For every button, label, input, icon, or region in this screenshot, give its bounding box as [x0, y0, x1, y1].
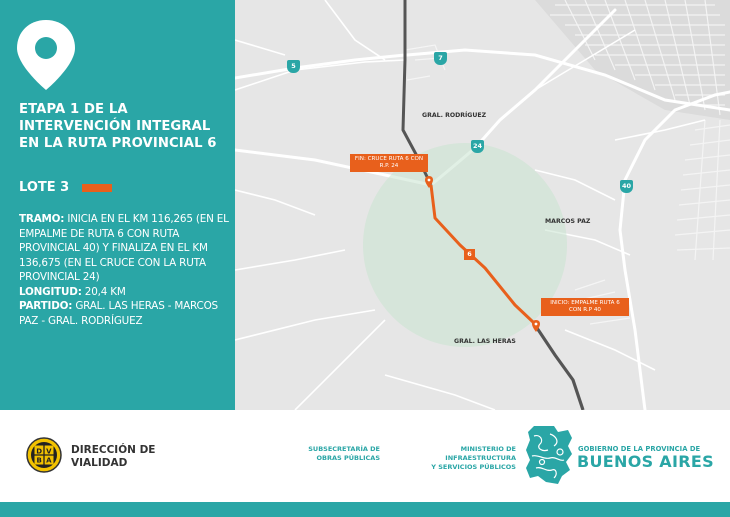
- map-canvas: [235, 0, 730, 410]
- route-24-shield: 24: [471, 140, 484, 153]
- project-area-highlight: [363, 143, 567, 347]
- dv-name: [71, 444, 155, 470]
- dv-line-2: VIALIDAD: [71, 457, 128, 469]
- route-details: [19, 212, 234, 328]
- route-7-shield: 7: [434, 52, 447, 65]
- longitud-label: LONGITUD:: [19, 285, 82, 298]
- buenos-aires-label: BUENOS AIRES: [577, 452, 714, 471]
- dvba-letter-v: V: [46, 447, 52, 456]
- lote-label: LOTE 3: [19, 180, 70, 195]
- subsecretaria-name: [300, 445, 380, 463]
- tramo-label: TRAMO:: [19, 213, 65, 225]
- lote-color-swatch: [82, 184, 112, 192]
- dvba-logo-icon: [26, 437, 62, 473]
- tramo-text: INICIA EN EL KM 116,265 (EN EL EMPALME DE RUTA 6 CON RUTA PROVINCIAL 40) Y FINALIZA EN EL KM 136,675 (EN EL CRUCE CON LA RUTA PROVINCIAL 24): [19, 213, 229, 283]
- info-panel: [0, 0, 235, 410]
- ruta-6-south: [533, 322, 583, 410]
- place-marcos-paz: MARCOS PAZ: [545, 218, 591, 225]
- dvba-letter-d: D: [36, 447, 43, 456]
- place-rodriguez: GRAL. RODRÍGUEZ: [422, 112, 487, 119]
- panel-title: ETAPA 1 DE LA INTERVENCIÓN INTEGRAL EN LA RUTA PROVINCIAL 6: [19, 102, 217, 151]
- min-line-1: MINISTERIO DE INFRAESTRUCTURA: [445, 445, 516, 462]
- partido-label: PARTIDO:: [19, 300, 73, 312]
- callout-fin: FIN: CRUCE RUTA 6 CON R.P. 24: [350, 154, 428, 172]
- bottom-accent-bar: [0, 502, 730, 517]
- dvba-letter-a: A: [46, 456, 52, 465]
- route-6-badge: 6: [464, 249, 475, 260]
- sub-line-2: OBRAS PÚBLICAS: [316, 454, 380, 462]
- route-map: [235, 0, 730, 410]
- place-las-heras: GRAL. LAS HERAS: [454, 338, 516, 345]
- route-5-shield: 5: [287, 60, 300, 73]
- min-line-2: Y SERVICIOS PÚBLICOS: [431, 463, 516, 471]
- gobierno-label: GOBIERNO DE LA PROVINCIA DE: [578, 445, 701, 453]
- ministerio-name: [388, 445, 516, 472]
- longitud-text: 20,4 KM: [84, 285, 126, 298]
- province-map-logo-icon: [524, 424, 574, 486]
- dv-line-1: DIRECCIÓN DE: [71, 444, 156, 456]
- callout-inicio: INICIO: EMPALME RUTA 6 CON R.P 40: [541, 298, 629, 316]
- partido-text: GRAL. LAS HERAS - MARCOS PAZ - GRAL. RODRÍGUEZ: [19, 300, 218, 327]
- location-pin-icon: [14, 18, 78, 92]
- sub-line-1: SUBSECRETARÍA DE: [308, 445, 380, 453]
- route-40-shield: 40: [620, 180, 633, 193]
- dvba-letter-b: B: [36, 456, 42, 465]
